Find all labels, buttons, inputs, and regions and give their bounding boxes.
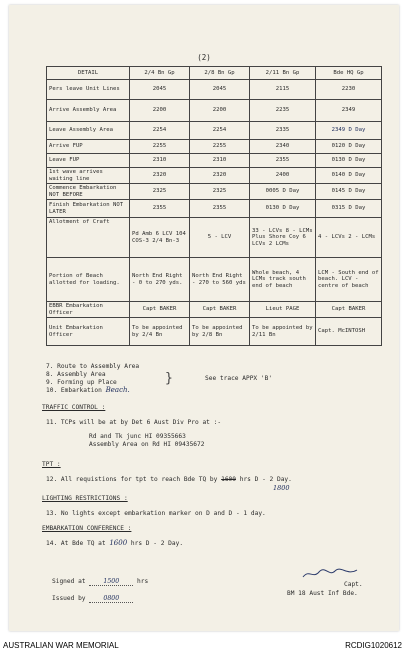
cell: To be appointed by 2/8 Bn (190, 318, 250, 346)
row-detail: Pers leave Unit Lines (47, 80, 130, 100)
table-row (47, 80, 382, 100)
cell: 0120 D Day (316, 140, 382, 154)
header-2-11-bn: 2/11 Bn Gp (250, 67, 316, 80)
cell: 2355 (250, 154, 316, 168)
row-detail: Arrive FUP (47, 140, 130, 154)
item-14-text: 14. At Bde TQ at (46, 540, 106, 547)
signed-at-label: Signed at (52, 578, 86, 585)
table-row (47, 100, 382, 122)
conference-heading: EMBARKATION CONFERENCE : (42, 525, 132, 532)
cell: Capt BAKER (190, 302, 250, 318)
traffic-control-heading: TRAFFIC CONTROL : (42, 404, 106, 411)
table-row (47, 200, 382, 218)
cell: Pd Amb 6 LCV 104 COS-3 2/4 Bn-3 (130, 218, 190, 258)
tpt-heading: TPT : (42, 461, 61, 468)
item-14-end: hrs D - 2 Day. (130, 540, 184, 547)
row-detail: 1st wave arrives waiting line (47, 168, 130, 184)
item-10-text: 10. Embarkation (46, 387, 102, 394)
cell: 2200 (130, 100, 190, 122)
cell: 2400 (250, 168, 316, 184)
row-detail: Unit Embarkation Officer (47, 318, 130, 346)
table-header-row (47, 67, 382, 80)
cell: 2355 (190, 200, 250, 218)
signature-unit: BM 18 Aust Inf Bde. (287, 590, 358, 597)
table-row (47, 122, 382, 140)
document-page (9, 5, 399, 631)
cell: 2349 (316, 100, 382, 122)
row-detail: Leave FUP (47, 154, 130, 168)
cell: 2335 (250, 122, 316, 140)
cell: 5 - LCV (190, 218, 250, 258)
cell: Capt. McINTOSH (316, 318, 382, 346)
item-12-struck-time: 1600 (221, 476, 236, 483)
cell: To be appointed by 2/11 Bn (250, 318, 316, 346)
table-row (47, 168, 382, 184)
cell: 2254 (130, 122, 190, 140)
row-detail: Finish Embarkation NOT LATER (47, 200, 130, 218)
cell: 2310 (190, 154, 250, 168)
cell: 2325 (190, 184, 250, 200)
handwritten-beach: Beach. (105, 386, 130, 394)
item-10 (46, 387, 130, 394)
issued-by-value: 0800 (89, 595, 133, 603)
row-detail: Leave Assembly Area (47, 122, 130, 140)
item-12-text: 12. All requistions for tpt to reach Bde TQ by (46, 476, 218, 483)
cell: 2235 (250, 100, 316, 122)
table-row (47, 184, 382, 200)
footer-bar (0, 636, 406, 654)
see-trace-note: See trace APPX 'B' (205, 375, 273, 382)
footer-record-id: RCDIG1020612 (345, 641, 402, 650)
item-12-end: hrs D - 2 Day. (239, 476, 292, 483)
item-13: 13. No lights except embarkation marker on D and D - 1 day. (46, 510, 266, 517)
cell: 2355 (130, 200, 190, 218)
cell: 0005 D Day (250, 184, 316, 200)
item-11-line2: Assembly Area on Rd HI 09435672 (89, 441, 205, 448)
lighting-heading: LIGHTING RESTRICTIONS : (42, 495, 128, 502)
cell: 2045 (190, 80, 250, 100)
header-bde-hq: Bde HQ Gp (316, 67, 382, 80)
cell: 2115 (250, 80, 316, 100)
cell: 2230 (316, 80, 382, 100)
table-row (47, 258, 382, 302)
cell: 2320 (190, 168, 250, 184)
cell: Whole beach, 4 LCMs track south end of beach (250, 258, 316, 302)
cell: 2200 (190, 100, 250, 122)
item-12-handwritten-time: 1800 (273, 484, 290, 492)
row-detail: Commence Embarkation NOT BEFORE (47, 184, 130, 200)
cell: Lieut PAGE (250, 302, 316, 318)
brace-mark: } (165, 371, 173, 386)
cell: 2045 (130, 80, 190, 100)
cell: 2340 (250, 140, 316, 154)
item-12 (46, 476, 292, 483)
cell: 2320 (130, 168, 190, 184)
issued-by-label: Issued by (52, 595, 86, 602)
row-detail: EBBR Embarkation Officer (47, 302, 130, 318)
cell: 33 - LCVs 8 - LCMs Plus Shore Coy 6 LCVs 2 LCMs (250, 218, 316, 258)
movement-table (46, 66, 382, 346)
cell: To be appointed by 2/4 Bn (130, 318, 190, 346)
table-row (47, 302, 382, 318)
cell: 2310 (130, 154, 190, 168)
cell: LCM - South end of beach. LCV - centre of beach (316, 258, 382, 302)
issued-by-line (52, 595, 133, 603)
cell: 0130 D Day (316, 154, 382, 168)
header-2-8-bn: 2/8 Bn Gp (190, 67, 250, 80)
table-row (47, 154, 382, 168)
row-detail: Allotment of Craft (47, 218, 130, 258)
item-11: 11. TCPs will be at by Det 6 Aust Div Pro at :- (46, 419, 222, 426)
row-detail: Arrive Assembly Area (47, 100, 130, 122)
item-9: 9. Forming up Place (46, 379, 117, 386)
item-14 (46, 540, 183, 547)
footer-archive-name: AUSTRALIAN WAR MEMORIAL (3, 641, 119, 650)
signed-at-line (52, 578, 148, 586)
cell: 0130 D Day (250, 200, 316, 218)
capt-label: Capt. (344, 581, 363, 588)
cell: North End Right - 270 to 560 yds (190, 258, 250, 302)
header-detail: DETAIL (47, 67, 130, 80)
cell: 0315 D Day (316, 200, 382, 218)
cell: Capt BAKER (316, 302, 382, 318)
item-11-line1: Rd and Tk junc HI 09355663 (89, 433, 186, 440)
row-detail: Portion of Beach allotted for loading. (47, 258, 130, 302)
cell: 2349 D Day (316, 122, 382, 140)
cell: North End Right - 0 to 270 yds. (130, 258, 190, 302)
item-8: 8. Assembly Area (46, 371, 106, 378)
table-row (47, 218, 382, 258)
cell: 4 - LCVs 2 - LCMs (316, 218, 382, 258)
hrs-label: hrs (137, 578, 149, 585)
cell: 0145 D Day (316, 184, 382, 200)
cell: 2255 (190, 140, 250, 154)
item-14-handwritten-time: 1600 (109, 539, 128, 547)
table-row (47, 318, 382, 346)
cell: 2255 (130, 140, 190, 154)
header-2-4-bn: 2/4 Bn Gp (130, 67, 190, 80)
cell: Capt BAKER (130, 302, 190, 318)
cell: 2254 (190, 122, 250, 140)
item-7: 7. Route to Assembly Area (46, 363, 140, 370)
cell: 0140 D Day (316, 168, 382, 184)
page-number: (2) (197, 53, 211, 62)
table-row (47, 140, 382, 154)
signed-at-time: 1500 (89, 578, 133, 586)
cell: 2325 (130, 184, 190, 200)
